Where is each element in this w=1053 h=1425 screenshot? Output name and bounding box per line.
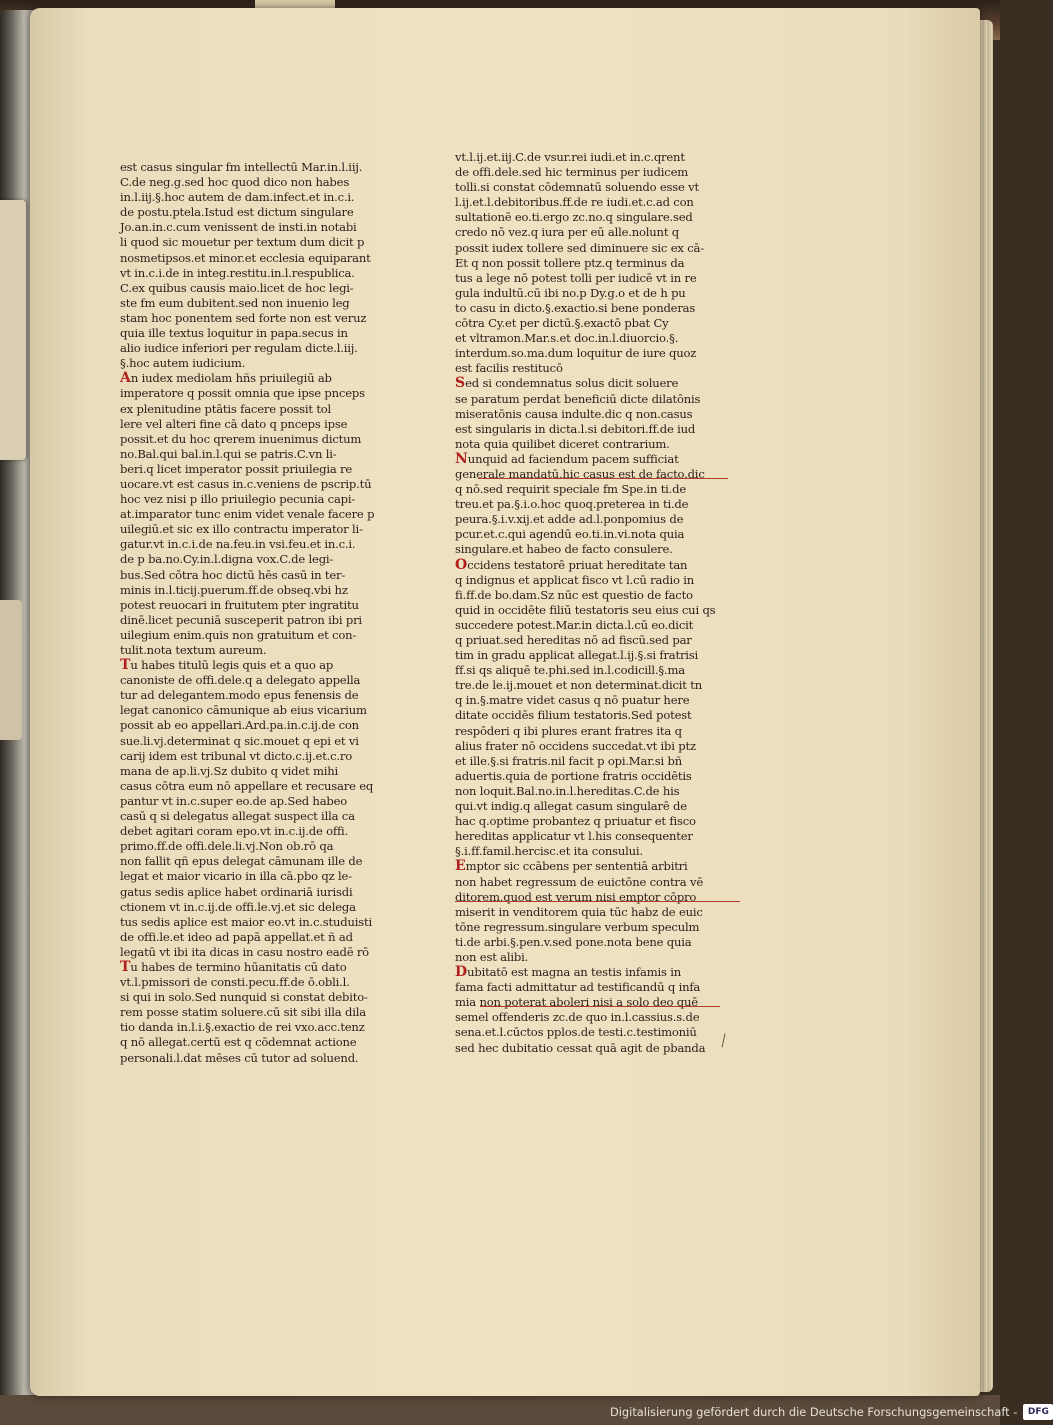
paragraph-text: unquid ad faciendum pacem sufficiat generale mandatū.hic casus est de facto.dic q nō.sed requirit speciale fm Spe.in ti.de treu.et pa.§.i.o.hoc quoq.preterea in ti.de peura.§.i.v.xij.et adde ad.l.ponpomius de pcur.et.c.qui agendū eo.ti.in.vi.nota quia singulare.et habeo de facto consulere. (455, 451, 705, 557)
left-paragraph-2 (120, 371, 395, 658)
rubric-initial: S (455, 375, 466, 392)
paragraph-text: mptor sic ccābens per sententiā arbitri non habet regressum de euictōne contra vē ditorem.quod est verum nisi emptor cōpro miserit in venditorem quia tūc habz de euic tōne regressum.singulare verbum speculm ti.de arbi.§.pen.v.sed pone.nota bene quia non est alibi. (455, 859, 703, 964)
adjacent-page-fragment-lower (0, 600, 22, 740)
rubric-initial: A (120, 370, 131, 387)
right-paragraph-1 (455, 150, 745, 376)
left-paragraph-1 (120, 160, 395, 371)
left-paragraph-3 (120, 658, 395, 960)
paragraph-text: vt.l.ij.et.iij.C.de vsur.rei iudi.et in.c.qrent de offi.dele.sed hic terminus per iudicem tolli.si constat cōdemnatū soluendo esse vt l.ij.et.l.debitoribus.ff.de re iudi.et.c.ad con sultationē eo.ti.ergo zc.no.q singulare.sed credo nō vez.q iura per eū alle.nolunt q possit iudex tollere sed diminuere sic ex cā- Et q non possit tollere ptz.q terminus da tus a lege nō potest tolli per iudicē vt in re gula indultū.cū ibi no.p Dy.g.o et de h pu to casu in dicto.§.exactio.si bene ponderas cōtra Cy.et per dictū.§.exactō pbat Cy et vltramon.Mar.s.et doc.in.l.diuorcio.§. interdum.so.ma.dum loquitur de iure quoz est facilis restitucō (455, 150, 704, 376)
paragraph-text: est casus singular fm intellectū Mar.in.l.iij. C.de neg.g.sed hoc quod dico non habes in.l.iij.§.hoc autem de dam.infect.et in.c.i. de postu.ptela.Istud est dictum singulare Jo.an.in.c.cum venissent de insti.in notabi li quod sic mouetur per textum dum dicit p nosmetipsos.et minor.et ecclesia equiparant vt in.c.i.de in integ.restitu.in.l.respublica. C.ex quibus causis maio.licet de hoc legi- ste fm eum dubitent.sed non inuenio leg stam hoc ponentem sed forte non est veruz quia ille textus loquitur in papa.secus in alio iudice inferiori per regulam dicte.l.iij. §.hoc autem iudicium. (120, 160, 371, 371)
paragraph-text: ubitatō est magna an testis infamis in fama facti admittatur ad testificandū q infa mia non poterat aboleri nisi a solo deo quē semel offenderis zc.de quo in.l.cassius.s.de sena.et.l.cūctos pplos.de testi.c.testimoniū sed hec dubitatio cessat quā agit de pbanda (455, 965, 706, 1055)
rubric-underline (455, 901, 740, 902)
right-text-column (455, 150, 745, 1056)
footer-credit: Digitalisierung gefördert durch die Deutsche Forschungsgemeinschaft - (610, 1405, 1018, 1419)
dfg-logo: DFG (1023, 1404, 1053, 1420)
paragraph-text: ed si condemnatus solus dicit soluere se paratum perdat beneficiū dicte dilatōnis miseratōnis causa indulte.dic q non.casus est singularis in dicta.l.si debitori.ff.de iud nota quia quilibet diceret contrarium. (455, 376, 701, 451)
right-paragraph-3 (455, 452, 745, 558)
rubric-initial: T (120, 958, 131, 975)
paragraph-text: u habes titulū legis quis et a quo ap canoniste de offi.dele.q a delegato appella tur ad delegantem.modo epus fenensis de legat canonico cāmunique ab eius vicarium possit ab eo appellari.Ard.pa.in.c.ij.de con sue.li.vj.determinat q sic.mouet q epi et vi carij idem est tribunal vt dicto.c.ij.et.c.ro mana de ap.li.vj.Sz dubito q videt mihi casus cōtra eum nō appellare et recusare eq pantur vt in.c.super eo.de ap.Sed habeo casū q si delegatus allegat suspect illa ca debet agitari coram epo.vt in.c.ij.de offi. primo.ff.de offi.dele.li.vj.Non ob.rō qa non fallit qñ epus delegat cāmunam ille de legat et maior vicario in illa cā.pbo qz le- gatus sedis aplice habet ordinariā iurisdi ctionem vt in.c.ij.de offi.le.vj.et sic delega tus sedis aplice est maior eo.vt in.c.studuisti de offi.le.et ideo ad papā appellat.et ñ ad legatū vt ibi ita dicas in casu nostro eadē rō (120, 658, 374, 959)
right-paragraph-4 (455, 558, 745, 860)
right-paragraph-2 (455, 376, 745, 451)
left-text-column (120, 160, 395, 1066)
paragraph-text: ccidens testatorē priuat hereditate tan q indignus et applicat fisco vt l.cū radio in fi.ff.de bo.dam.Sz nūc est questio de facto quid in occidēte filiū testatoris seu eius cui qs succedere potest.Mar.in dicta.l.cū eo.dicit q priuat.sed hereditas nō ad fiscū.sed par tim in gradu applicat allegat.l.ij.§.si fratrisi ff.si qs aliquē te.phi.sed in.l.codicill.§.ma tre.de le.ij.mouet et non determinat.dicit tn q in.§.matre videt casus q nō puatur here ditate occidēs filium testatoris.Sed potest respōderi q ibi plures erant fratres ita q alius frater nō occidens succedat.vt ibi ptz et ille.§.si fratris.nil facit p opi.Mar.si bñ aduertis.quia de portione fratris occidētis non loquit.Bal.no.in.l.hereditas.C.de his qui.vt indig.q allegat casum singularē de hac q.optime probantez q priuatur et fisco hereditas applicatur vt l.his consequenter §.i.ff.famil.hercisc.et ita consului. (455, 557, 716, 859)
rubric-initial: N (455, 450, 468, 467)
rubric-initial: O (455, 556, 468, 573)
adjacent-page-fragment (0, 200, 26, 460)
left-paragraph-4 (120, 960, 395, 1066)
rubric-underline (478, 478, 728, 479)
right-paragraph-5 (455, 859, 745, 965)
right-paragraph-6 (455, 965, 745, 1056)
rubric-initial: T (120, 657, 131, 674)
rubric-initial: D (455, 964, 468, 981)
rubric-underline (480, 1006, 720, 1007)
rubric-initial: E (455, 858, 466, 875)
paragraph-text: u habes de termino hūanitatis cū dato vt.l.pmissori de consti.pecu.ff.de ō.obli.l. si qui in solo.Sed nunquid si constat debito- rem posse statim soluere.cū sit sibi illa dila tio danda in.l.i.§.exactio de rei vxo.acc.tenz q nō allegat.certū est q cōdemnat actione personali.l.dat mēses cū tutor ad soluend. (120, 959, 368, 1065)
digitization-footer (610, 1402, 1053, 1422)
paragraph-text: n iudex mediolam hñs priuilegiū ab imperatore q possit omnia que ipse pnceps ex plenitudine ptātis facere possit tol lere vel alteri fine cā dato q pnceps ipse possit.et du hoc qrerem inuenimus dictum no.Bal.qui bal.in.l.qui se patris.C.vn li- beri.q licet imperator possit priuilegia re uocare.vt est casus in.c.veniens de pscrip.tū hoc vez nisi p illo priuilegio pecunia capi- at.imparator tunc enim videt venale facere p uilegiū.et sic ex illo contractu imperator li- gatur.vt in.c.i.de na.feu.in vsi.feu.et in.c.i. de p ba.no.Cy.in.l.digna vox.C.de legi- bus.Sed cōtra hoc dictū hēs casū in ter- minis in.l.ticij.puerum.ff.de obseq.vbi hz potest reuocari in fruitutem pter ingratitu dinē.licet pecuniā susceperit patron ibi pri uilegium enim.quis non gratuitum et con- tulit.nota textum aureum. (120, 371, 375, 657)
